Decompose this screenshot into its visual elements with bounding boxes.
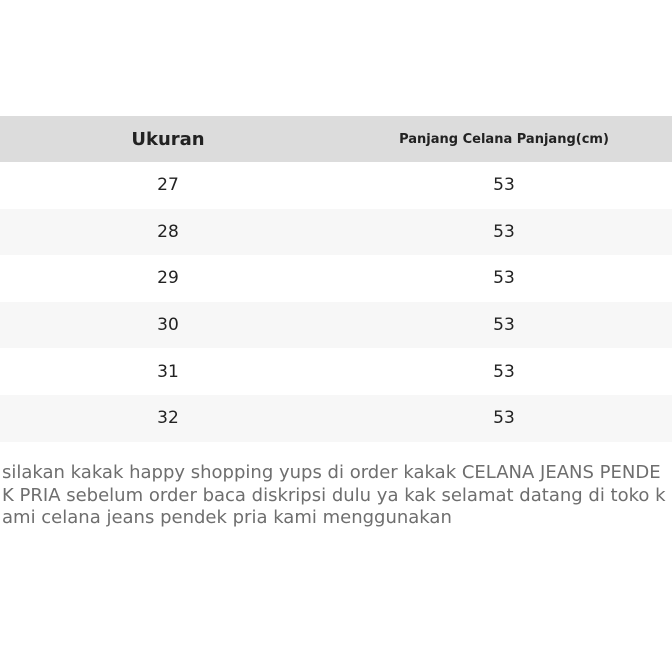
table-row [0, 162, 672, 209]
cell-length: 53 [493, 175, 515, 196]
product-description: silakan kakak happy shopping yups di order kakak CELANA JEANS PENDEK PRIA sebelum order baca diskripsi dulu ya kak selamat datang di toko kami celana jeans pendek pria kami menggunakan [2, 462, 666, 528]
cell-length: 53 [493, 268, 515, 289]
table-row [0, 302, 672, 349]
cell-size: 29 [157, 268, 179, 289]
table-row [0, 255, 672, 302]
table-header [0, 116, 672, 162]
header-size: Ukuran [131, 128, 205, 150]
cell-size: 28 [157, 221, 179, 242]
size-table [0, 116, 672, 442]
header-length: Panjang Celana Panjang(cm) [399, 131, 609, 147]
table-row [0, 209, 672, 256]
cell-length: 53 [493, 361, 515, 382]
cell-length: 53 [493, 408, 515, 429]
table-row [0, 395, 672, 442]
cell-size: 32 [157, 408, 179, 429]
cell-size: 31 [157, 361, 179, 382]
table-row [0, 348, 672, 395]
cell-length: 53 [493, 315, 515, 336]
cell-size: 27 [157, 175, 179, 196]
cell-size: 30 [157, 315, 179, 336]
cell-length: 53 [493, 221, 515, 242]
